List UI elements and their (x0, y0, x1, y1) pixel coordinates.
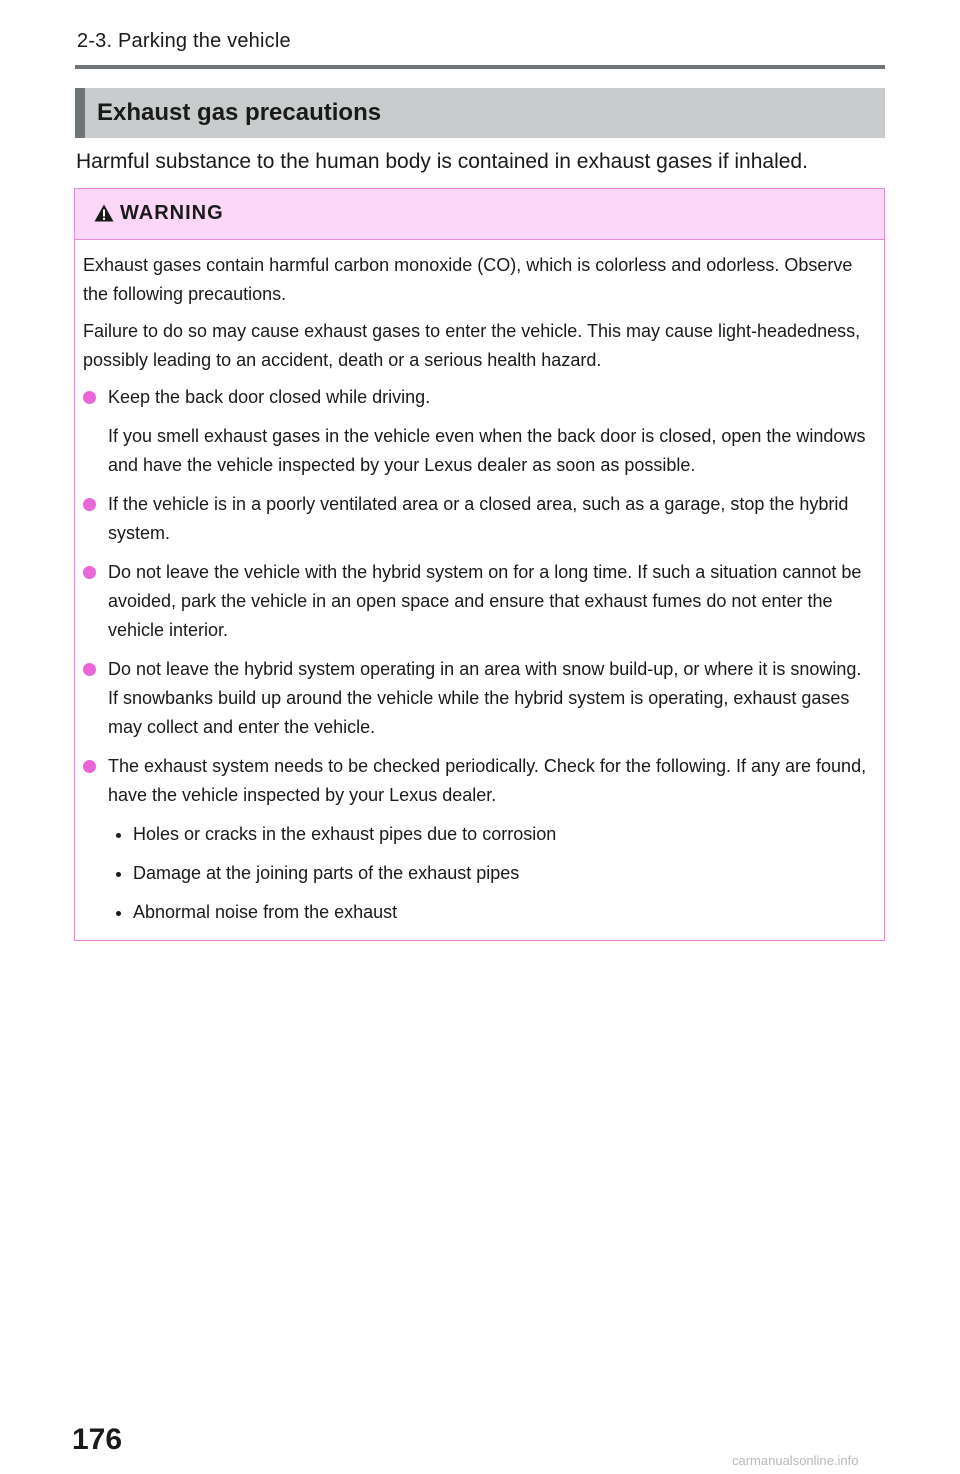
header-divider (75, 65, 885, 69)
check-list (108, 820, 873, 927)
section-intro: Harmful substance to the human body is contained in exhaust gases if inhaled. (76, 150, 808, 173)
warning-body (83, 251, 873, 937)
check-list-item (108, 898, 873, 927)
warning-label: WARNING (120, 202, 224, 224)
warning-header (75, 189, 884, 240)
warning-bullet (83, 490, 873, 548)
bullet-text: Do not leave the vehicle with the hybrid system on for a long time. If such a situation cannot be avoided, park the vehicle in an open space and ensure that exhaust fumes do not enter the vehicle interior. (108, 562, 862, 640)
check-list-item (108, 820, 873, 849)
page-number: 176 (72, 1423, 123, 1456)
warning-bullet (83, 383, 873, 480)
bullet-text: Keep the back door closed while driving. (108, 387, 431, 407)
running-header: 2-3. Parking the vehicle (77, 30, 291, 52)
bullet-dot-icon (83, 566, 96, 579)
warning-box (74, 188, 885, 941)
warning-paragraph: Exhaust gases contain harmful carbon monoxide (CO), which is colorless and odorless. Observe the following precautions. (83, 255, 853, 304)
bullet-dot-icon (83, 391, 96, 404)
warning-bullet (83, 752, 873, 810)
small-bullet-icon (116, 911, 121, 916)
small-bullet-icon (116, 872, 121, 877)
check-list-text: Damage at the joining parts of the exhaust pipes (133, 863, 520, 883)
warning-triangle-icon (94, 204, 114, 222)
check-list-item (108, 859, 873, 888)
bullet-dot-icon (83, 760, 96, 773)
bullet-text: The exhaust system needs to be checked periodically. Check for the following. If any are found, have the vehicle inspected by your Lexus dealer. (108, 756, 867, 805)
bullet-dot-icon (83, 663, 96, 676)
warning-bullet (83, 558, 873, 645)
section-title: Exhaust gas precautions (97, 99, 382, 126)
warning-paragraph: Failure to do so may cause exhaust gases to enter the vehicle. This may cause light-headedness, possibly leading to an accident, death or a serious health hazard. (83, 321, 861, 370)
small-bullet-icon (116, 833, 121, 838)
warning-bullet (83, 655, 873, 742)
check-list-text: Holes or cracks in the exhaust pipes due to corrosion (133, 824, 557, 844)
check-list-text: Abnormal noise from the exhaust (133, 902, 398, 922)
section-title-bar (75, 88, 885, 138)
bullet-text: If the vehicle is in a poorly ventilated area or a closed area, such as a garage, stop the hybrid system. (108, 494, 849, 543)
bullet-text: Do not leave the hybrid system operating in an area with snow build-up, or where it is snowing. If snowbanks build up around the vehicle while the hybrid system is operating, exhaust gases may collect and enter the vehicle. (108, 659, 862, 737)
watermark: carmanualsonline.info (732, 1453, 859, 1468)
bullet-subtext: If you smell exhaust gases in the vehicle even when the back door is closed, open the windows and have the vehicle inspected by your Lexus dealer as soon as possible. (108, 426, 866, 475)
bullet-dot-icon (83, 498, 96, 511)
